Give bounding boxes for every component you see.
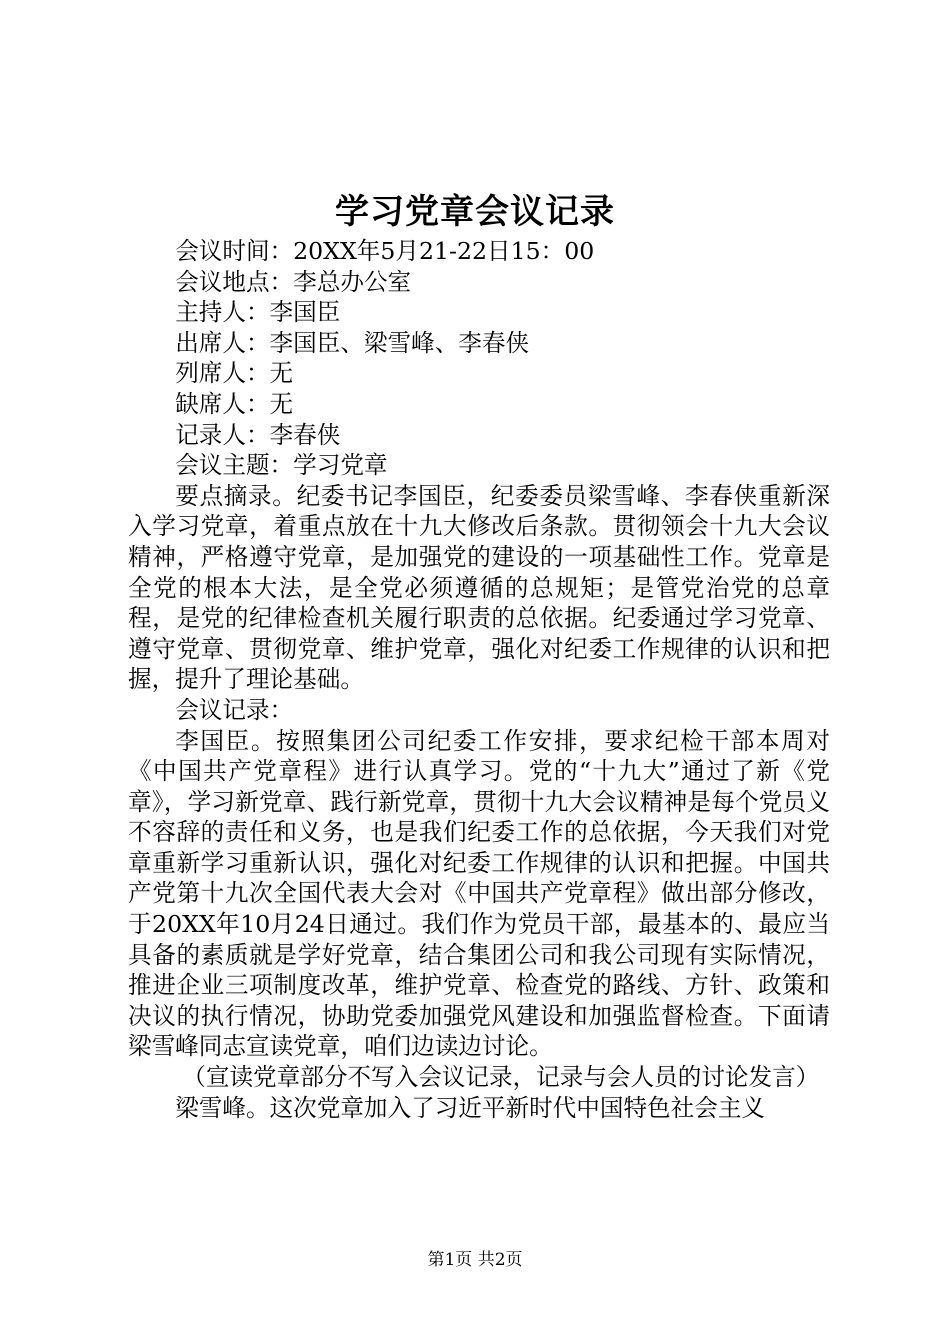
summary-paragraph: 要点摘录。纪委书记李国臣，纪委委员梁雪峰、李春侠重新深入学习党章，着重点放在十九大修改后条款。贯彻领会十九大会议精神，严格遵守党章，是加强党的建设的一项基础性工作。党章是全党的根本大法，是全党必须遵循的总规矩；是管党治党的总章程，是党的纪律检查机关履行职责的总依据。纪委通过学习党章、遵守党章、贯彻党章、维护党章，强化对纪委工作规律的认识和把握，提升了理论基础。 xyxy=(128,481,830,694)
page-number: 第1页 共2页 xyxy=(427,1250,523,1270)
record-heading: 会议记录： xyxy=(175,695,294,724)
absentees-field: 缺席人：无 xyxy=(175,389,294,418)
meeting-place-field: 会议地点：李总办公室 xyxy=(175,267,412,296)
document-title: 学习党章会议记录 xyxy=(335,192,615,232)
meeting-time-field: 会议时间：20XX年5月21-22日15：00 xyxy=(175,237,595,265)
speech-paragraph: 梁雪峰。这次党章加入了习近平新时代中国特色社会主义 xyxy=(175,1093,766,1122)
note-paragraph: （宣读党章部分不写入会议记录，记录与会人员的讨论发言） xyxy=(182,1063,820,1092)
attendees-field: 出席人：李国臣、梁雪峰、李春侠 xyxy=(175,328,530,357)
speech-paragraph: 李国臣。按照集团公司纪委工作安排，要求纪检干部本周对《中国共产党章程》进行认真学习。党的“十九大”通过了新《党章》，学习新党章、践行新党章，贯彻十九大会议精神是每个党员义不容辞的责任和义务，也是我们纪委工作的总依据，今天我们对党章重新学习重新认识，强化对纪委工作规律的认识和把握。中国共产党第十九次全国代表大会对《中国共产党章程》做出部分修改，于20XX年10月24日通过。我们作为党员干部，最基本的、最应当具备的素质就是学好党章，结合集团公司和我公司现有实际情况，推进企业三项制度改革，维护党章、检查党的路线、方针、政策和决议的执行情况，协助党委加强党风建设和加强监督检查。下面请梁雪峰同志宣读党章，咱们边读边讨论。 xyxy=(128,726,830,1061)
recorder-field: 记录人：李春侠 xyxy=(175,420,341,449)
document-body xyxy=(128,236,830,1123)
observers-field: 列席人：无 xyxy=(175,359,294,388)
meeting-topic-field: 会议主题：学习党章 xyxy=(175,451,388,480)
host-field: 主持人：李国臣 xyxy=(175,298,341,327)
